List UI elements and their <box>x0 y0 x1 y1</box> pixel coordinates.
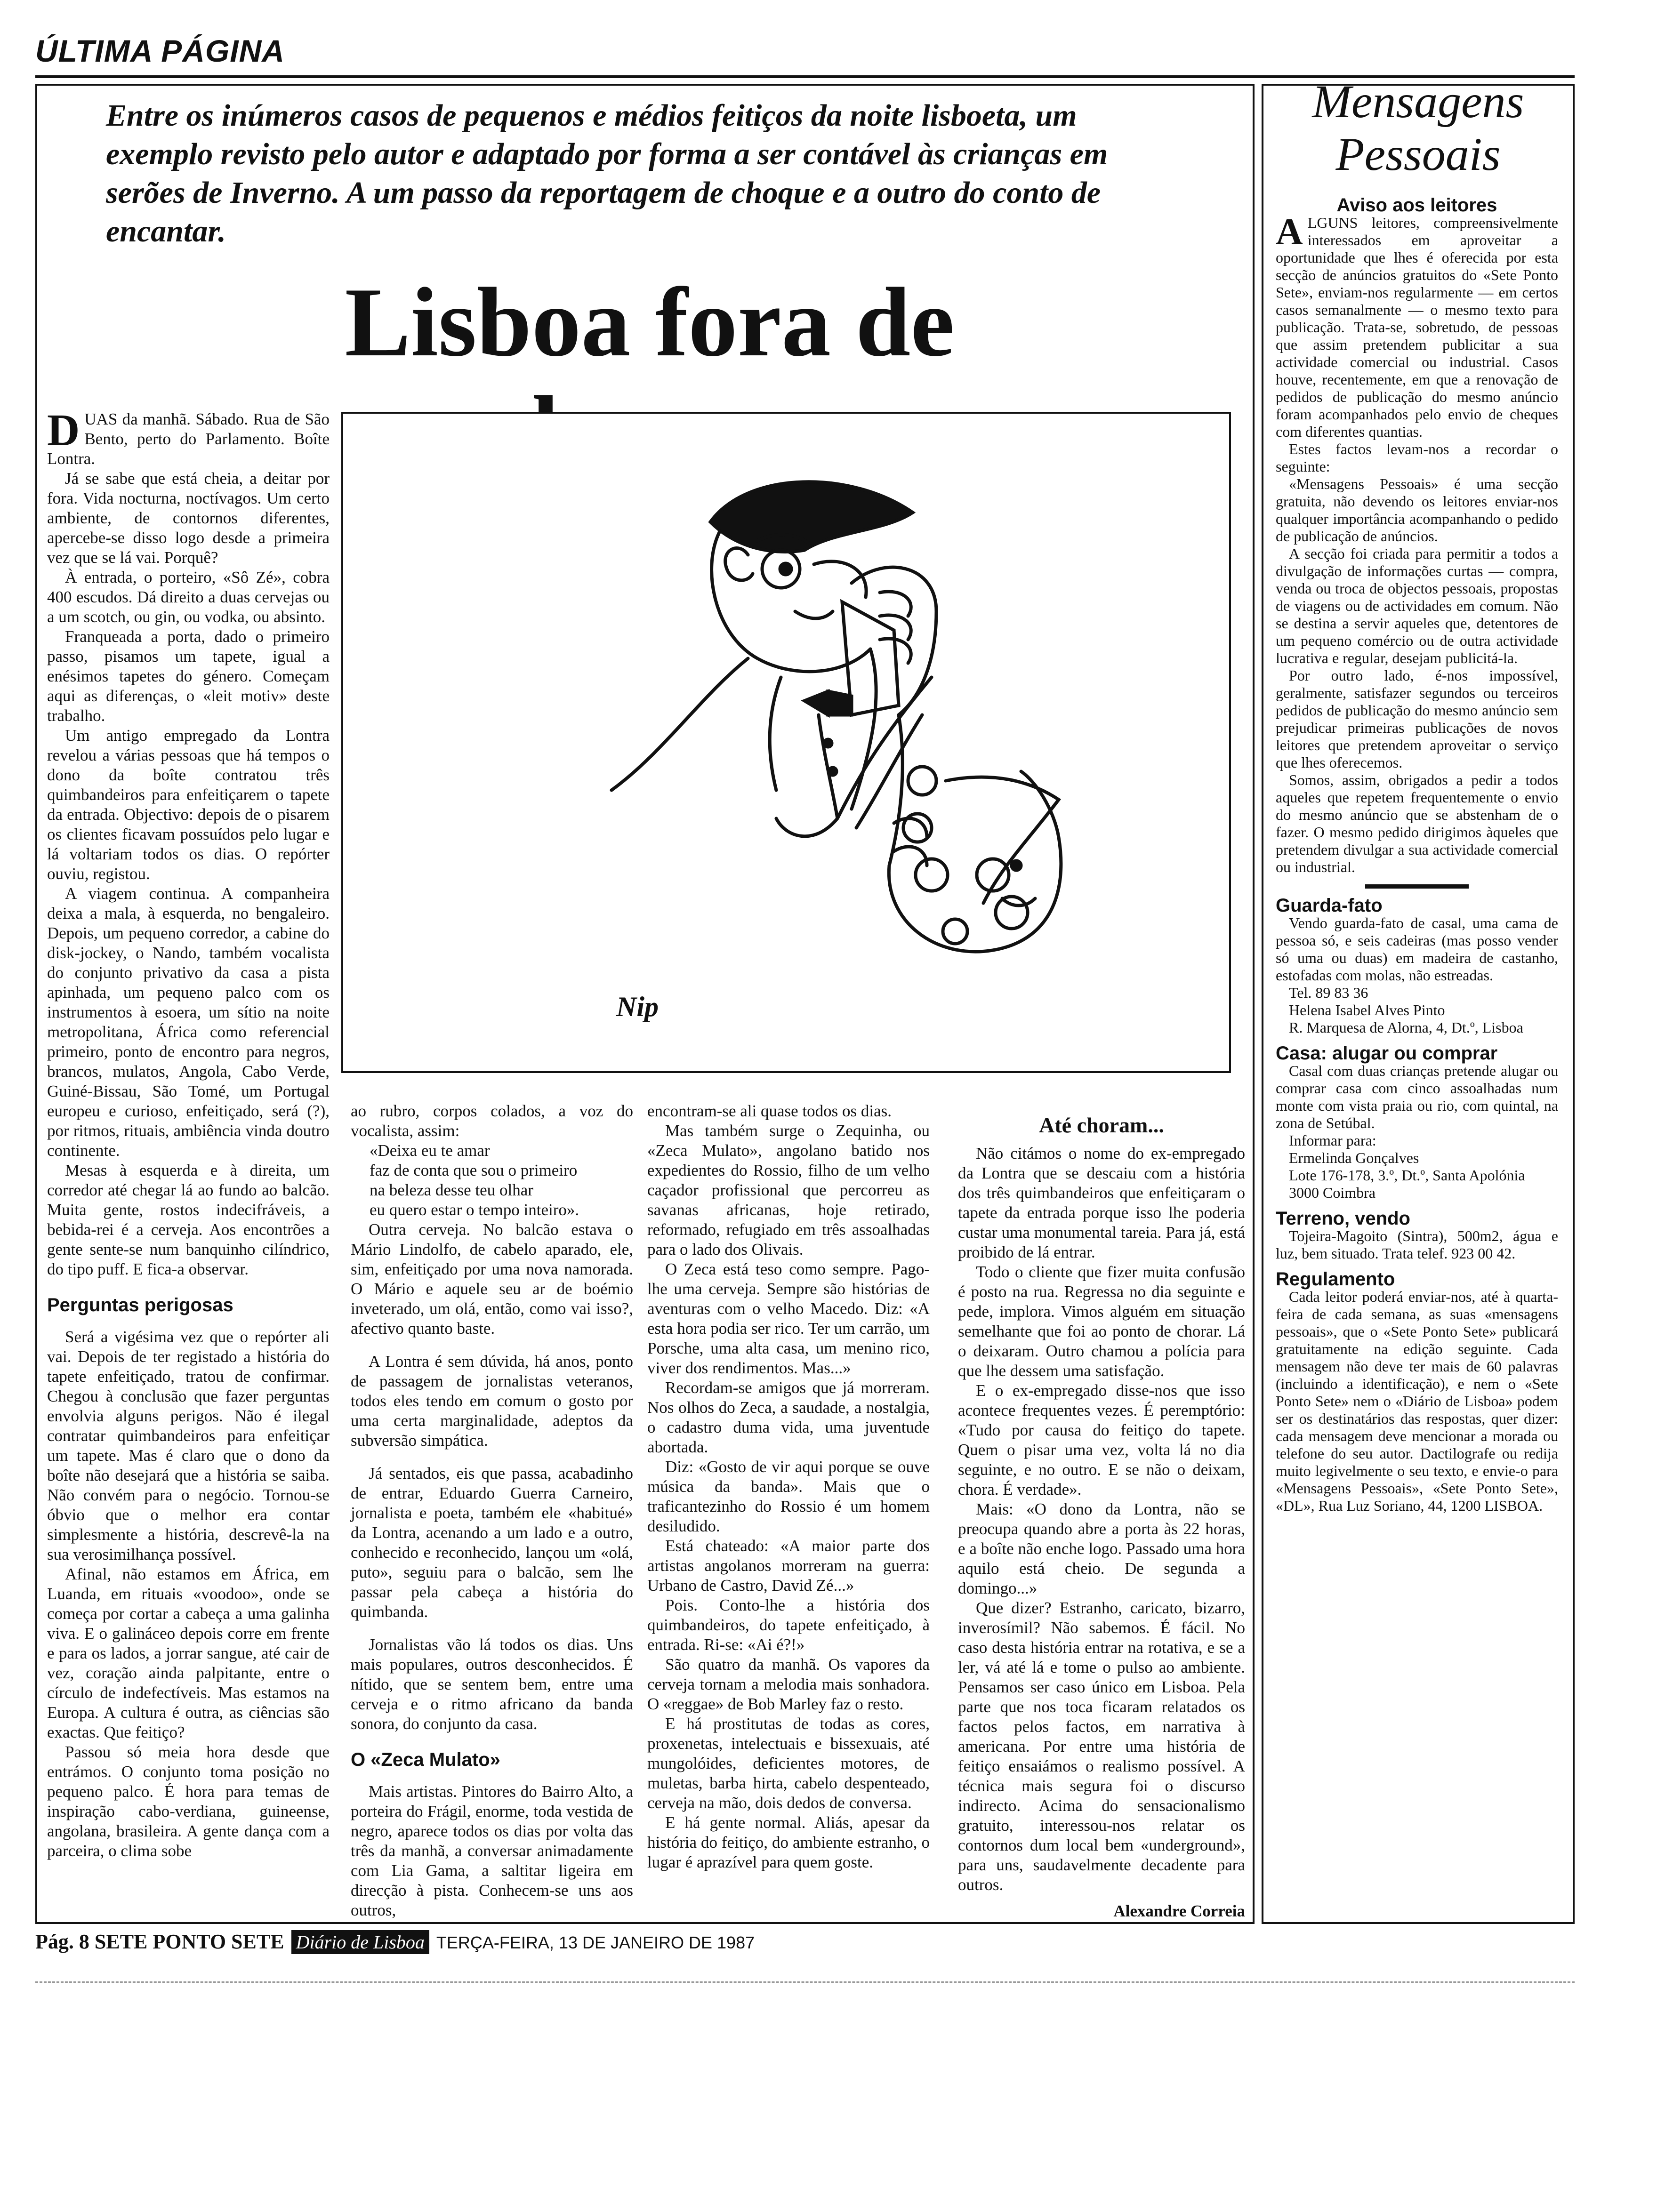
diario-de-lisboa-logo: Diário de Lisboa <box>291 1930 429 1954</box>
ad-text: Informar para: <box>1289 1132 1376 1149</box>
paragraph: Estes factos levam-nos a recordar o seguinte: <box>1276 441 1558 475</box>
article-lead: Entre os inúmeros casos de pequenos e médios feitiços da noite lisboeta, um exemplo revisto pelo autor e adaptado por forma a ser contável às crianças em serões de Inverno. A um passo da reportagem de choque e a outro do conto de encantar. <box>106 98 1108 248</box>
paragraph: Já sentados, eis que passa, acabadinho de entrar, Eduardo Guerra Carneiro, jornalista e poeta, também ele «habitué» da Lontra, acenando a um lado e a outro, conhecido e reconhecido, lançou um «olá, puto», seguiu para o balcão, sem lhe passar pela cabeça a história do quimbanda. <box>351 1464 633 1621</box>
paragraph: LGUNS leitores, compreensivelmente interessados em aproveitar a oportunidade que lhes é oferecida por esta secção de anúncios gratuitos do «Sete Ponto Sete», enviam-nos regularmente — em certos casos semanalmente — o mesmo texto para publicação. Trata-se, sobretudo, de pessoas que assim pretendem publicitar a sua actividade comercial ou industrial. Casos houve, recentemente, em que a renovação de pedidos de publicação do mesmo anúncio foram acompanhados pelo envio de cheques com diferentes quantias. <box>1276 214 1558 440</box>
paragraph: Franqueada a porta, dado o primeiro passo, pisamos um tapete, igual a enésimos tapetes do género. Começam aqui as diferenças, o «leit motiv» deste trabalho. <box>47 627 330 725</box>
paragraph: A viagem continua. A companheira deixa a mala, à esquerda, no bengaleiro. Depois, um pequeno corredor, a cabine do disk-jockey, o Nando, também vocalista do conjunto privativo da casa a pista apinhada, um pequeno palco com os instrumentos à esoera, um sítio na noite metropolitana, África como referencial primeiro, ponto de encontro para negros, brancos, mulatos, Angola, Cabo Verde, Guiné-Bissau, São Tomé, um Portugal europeu e curioso, enfeitiçado, será (?), por ritmos, rituais, ambiência vinda doutro continente. <box>47 884 330 1160</box>
paragraph: Passou só meia hora desde que entrámos. O conjunto toma posição no pequeno palco. É hora para temas de inspiração cabo-verdiana, guineense, angolana, brasileira. A gente dança com a parceira, o clima sobe <box>47 1743 330 1860</box>
ad-text: Lote 176-178, 3.º, Dt.º, Santa Apolónia <box>1289 1167 1525 1184</box>
paragraph: E há prostitutas de todas as cores, proxenetas, intelectuais e bissexuais, até mungolóides, deficientes motores, de muletas, barba hirta, cabelo despenteado, cerveja na mão, dois dedos de conversa. <box>647 1715 930 1812</box>
footer-page-label: Pág. 8 SETE PONTO SETE <box>35 1930 284 1953</box>
ad-text: Tel. 89 83 36 <box>1289 984 1368 1001</box>
paragraph: O Zeca está teso como sempre. Pago-lhe uma cerveja. Sempre são histórias de aventuras com o velho Macedo. Diz: «A esta hora podia ser rico. Ter um carrão, um Porsche, uma alta casa, um menino rico, viver dos rendimentos. Mas...» <box>647 1260 930 1377</box>
saxophonist-illustration <box>341 412 1231 1073</box>
paragraph: Somos, assim, obrigados a pedir a todos aqueles que repetem frequentemente o envio do mesmo anúncio que se abstenham de o fazer. O mesmo pedido dirigimos àqueles que pretendem divulgar a sua actividade comercial ou industrial. <box>1276 771 1558 875</box>
paragraph: Que dizer? Estranho, caricato, bizarro, inverosímil? Não sabemos. É fácil. No caso desta história entrar na rotativa, e se a ler, vá até lá e tome o pulso ao ambiente. Pensamos ser caso único em Lisboa. Pela parte que nos toca ficaram relatados os factos pelos factos, em narrativa à americana. Por entre uma história de feitiço ensaiámos o realismo possível. A técnica mais segura foi o discurso indirecto. Acima do sensacionalismo gratuito, interessou-nos relatar os contornos dum local bem «underground», para uns, saudavelmente decadente para outros. <box>958 1599 1245 1894</box>
paragraph: Recordam-se amigos que já morreram. Nos olhos do Zeca, a saudade, a nostalgia, o cadastro duma vida, uma juventude abortada. <box>647 1378 930 1456</box>
ad-title: Casa: alugar ou comprar <box>1276 1043 1498 1064</box>
ad-text: 3000 Coimbra <box>1289 1184 1375 1201</box>
paragraph: Mas também surge o Zequinha, ou «Zeca Mulato», angolano batido nos expedientes do Rossio, filho de um velho caçador profissional que percorreu as savanas africanas, hoje retirado, reformado, refugiado em três assoalhadas para o lado dos Olivais. <box>647 1122 930 1258</box>
ad-text: Tojeira-Magoito (Sintra), 500m2, água e luz, bem situado. Trata telef. 923 00 42. <box>1276 1227 1558 1262</box>
paragraph: Diz: «Gosto de vir aqui porque se ouve música da banda». Mais que o traficantezinho do Rossio é um homem desiludido. <box>647 1458 930 1535</box>
regulamento-text: Cada leitor poderá enviar-nos, até à quarta-feira de cada semana, as suas «mensagens pessoais», que o «Sete Ponto Sete» publicará gratuitamente na edição seguinte. Cada mensagem não deve ter mais de 60 palavras (incluindo a identificação), e nem o «Sete Ponto Sete» nem o «Diário de Lisboa» podem ser os destinatários das respostas, quer dizer: cada mensagem deve mencionar a morada ou telefone do seu autor. Dactilografe ou redija muito legivelmente o seu texto, e envie-o para «Mensagens Pessoais», «Sete Ponto Sete», «DL», Rua Luz Soriano, 44, 1200 LISBOA. <box>1276 1288 1558 1514</box>
sidebar-title: Mensagens Pessoais <box>1312 75 1524 180</box>
ad-text: Casal com duas crianças pretende alugar ou comprar casa com cinco assoalhadas num monte com vista praia ou rio, com quintal, na zona de Setúbal. <box>1276 1062 1558 1131</box>
ad-text: Helena Isabel Alves Pinto <box>1289 1002 1445 1018</box>
article-column-3 <box>647 1101 930 1872</box>
paragraph: «Mensagens Pessoais» é uma secção gratuita, não devendo os leitores enviar-nos qualquer importância acompanhando o pedido de publicação de anúncios. <box>1276 475 1558 545</box>
paragraph: Já se sabe que está cheia, a deitar por fora. Vida nocturna, noctívagos. Um certo ambiente, de contornos diferentes, apercebe-se disso logo desde a primeira vez que se lá vai. Porquê? <box>47 469 330 567</box>
lyric-line: eu quero estar o tempo inteiro». <box>370 1201 579 1219</box>
paragraph: Mais artistas. Pintores do Bairro Alto, a porteira do Frágil, enorme, toda vestida de negro, aparece todos os dias por volta das três da manhã, a conversar animadamente com Lia Gama, a saltitar ligeira em direcção à pista. Conhecem-se uns aos outros, <box>351 1782 633 1919</box>
article-byline: Alexandre Correia <box>1113 1902 1245 1920</box>
drop-cap: A <box>1276 211 1303 253</box>
paragraph: Mais: «O dono da Lontra, não se preocupa quando abre a porta às 22 horas, e a boîte não enche logo. Passado uma hora aquilo está cheio. De segunda a domingo...» <box>958 1500 1245 1597</box>
ad-text: Vendo guarda-fato de casal, uma cama de pessoa só, e seis cadeiras (mas posso vender só uma ou duas) em madeira de castanho, estofadas com molas, não estreadas. <box>1276 914 1558 984</box>
sidebar-divider <box>1365 884 1469 889</box>
lyric-line: «Deixa eu te amar <box>370 1141 490 1160</box>
paragraph: Está chateado: «A maior parte dos artistas angolanos morreram na guerra: Urbano de Castro, David Zé...» <box>647 1537 930 1595</box>
paragraph: E o ex-empregado disse-nos que isso acontece frequentes vezes. É peremptório: «Tudo por causa do feitiço do tapete. Quem o pisar uma vez, volta lá no dia seguinte, e no outro. E se não o deixam, chora. É verdade». <box>958 1381 1245 1499</box>
drop-cap: D <box>47 405 80 455</box>
ad-text: Ermelinda Gonçalves <box>1289 1149 1419 1166</box>
ad-title: Guarda-fato <box>1276 895 1383 916</box>
article-headline: Lisboa fora de <box>345 268 955 377</box>
illustrator-signature: Nip <box>616 991 659 1022</box>
paragraph: À entrada, o porteiro, «Sô Zé», cobra 400 escudos. Dá direito a duas cervejas ou a um scotch, ou gin, ou vodka, ou absinto. <box>47 568 330 626</box>
aviso-title: Aviso aos leitores <box>1336 195 1497 216</box>
article-column-1 <box>47 405 330 1861</box>
ad-text: R. Marquesa de Alorna, 4, Dt.º, Lisboa <box>1289 1019 1523 1036</box>
paragraph: A secção foi criada para permitir a todos a divulgação de informações curtas — compra, venda ou troca de objectos pessoais, propostas de viagens ou de actividades em comum. Não se destina a servir aqueles que, detentores de um pequeno comércio ou de outra actividade lucrativa e regular, desejam publicitá-la. <box>1276 545 1558 666</box>
sidebar-column <box>1276 188 1558 1515</box>
saxophonist-drawing <box>343 414 1229 1071</box>
lyric-line: na beleza desse teu olhar <box>370 1181 533 1199</box>
paragraph: UAS da manhã. Sábado. Rua de São Bento, perto do Parlamento. Boîte Lontra. <box>47 410 330 468</box>
regulamento-title: Regulamento <box>1276 1269 1395 1290</box>
paragraph: encontram-se ali quase todos os dias. <box>647 1102 892 1120</box>
subhead-zeca-mulato: O «Zeca Mulato» <box>351 1749 500 1770</box>
footer-dashed-rule <box>35 1981 1575 1983</box>
paragraph: Por outro lado, é-nos impossível, geralmente, satisfazer segundos ou terceiros pedidos de publicação do mesmo anúncio sem prejudicar primeiras publicações de novos leitores que pretendem aproveitar o serviço que lhes oferecemos. <box>1276 667 1558 771</box>
paragraph: Pois. Conto-lhe a história dos quimbandeiros, do tapete enfeitiçado, à entrada. Ri-se: «Ai é?!» <box>647 1596 930 1654</box>
paragraph: Um antigo empregado da Lontra revelou a várias pessoas que há tempos o dono da boîte contratou três quimbandeiros para enfeitiçarem o tapete da entrada. Objectivo: depois de o pisarem os clientes ficavam possuídos pelo lugar e lá voltariam todos os dias. O repórter ouviu, registou. <box>47 726 330 883</box>
footer-date: TERÇA-FEIRA, 13 DE JANEIRO DE 1987 <box>436 1933 755 1952</box>
paragraph: Todo o cliente que fizer muita confusão é posto na rua. Regressa no dia seguinte e pede, implora. Vimos alguém em situação semelhante que foi ao ponto de chorar. Lá o deixaram. Outro chamou a polícia para que lhe dessem uma satisfação. <box>958 1263 1245 1380</box>
paragraph: Não citámos o nome do ex-empregado da Lontra que se descaiu com a história dos três quimbandeiros que enfeitiçaram o tapete da entrada porque isso lhe poderia custar uma monumental tareia. Para já, está proibido de lá entrar. <box>958 1144 1245 1261</box>
subhead-perguntas: Perguntas perigosas <box>47 1295 233 1315</box>
section-label: ÚLTIMA PÁGINA <box>35 33 285 68</box>
paragraph: Outra cerveja. No balcão estava o Mário Lindolfo, de cabelo aparado, ele, sim, enfeitiçado por uma nova namorada. O Mário e aquele seu ar de boémio inveterado, um olá, então, como vai isso?, afectivo quanto baste. <box>351 1220 633 1338</box>
paragraph: E há gente normal. Aliás, apesar da história do feitiço, do ambiente estranho, o lugar é aprazível para quem goste. <box>647 1813 930 1871</box>
page-footer <box>35 1930 755 1954</box>
ad-title: Terreno, vendo <box>1276 1208 1410 1229</box>
paragraph: ao rubro, corpos colados, a voz do vocalista, assim: <box>351 1102 633 1140</box>
article-column-2 <box>351 1101 633 1920</box>
paragraph: Jornalistas vão lá todos os dias. Uns mais populares, outros desconhecidos. É nítido, que se sentem bem, entre uma cerveja e o ritmo africano da banda sonora, do conjunto da casa. <box>351 1635 633 1733</box>
paragraph: Mesas à esquerda e à direita, um corredor até chegar lá ao fundo ao balcão. Muita gente, rostos indecifráveis, a bebida-rei é a cerveja. Aos encontrões a gente sente-se num banquinho cilíndrico, do tipo puff. E fica-a observar. <box>47 1161 330 1278</box>
article-column-4 <box>958 1115 1245 1921</box>
subhead-ate-choram: Até choram... <box>1039 1113 1164 1137</box>
paragraph: Afinal, não estamos em África, em Luanda, em rituais «voodoo», onde se começa por cortar a cabeça a uma galinha viva. E o galináceo depois corre em frente e para os lados, a jorrar sangue, até cair de vez, coração ainda palpitante, entre o círculo de indefectíveis. Mas estamos na Europa. A cultura é outra, as ciências são exactas. Que feitiço? <box>47 1565 330 1741</box>
paragraph: São quatro da manhã. Os vapores da cerveja tornam a melodia mais sonhadora. O «reggae» de Bob Marley faz o resto. <box>647 1655 930 1713</box>
paragraph: A Lontra é sem dúvida, há anos, ponto de passagem de jornalistas veteranos, todos eles tendo em comum o gosto por uma certa marginalidade, adeptos da subversão simpática. <box>351 1352 633 1450</box>
paragraph: Será a vigésima vez que o repórter ali vai. Depois de ter registado a história do tapete enfeitiçado, tratou de confirmar. Chegou à conclusão que fazer perguntas envolvia alguns perigos. Não é ilegal contratar quimbandeiros para enfeitiçar um tapete. Mas é claro que o dono da boîte não desejará que a história se saiba. Não convém para o negócio. Tornou-se óbvio que o melhor era contar simplesmente a história, descrevê-la na sua verosimilhança possível. <box>47 1328 330 1563</box>
lyric-line: faz de conta que sou o primeiro <box>370 1161 578 1179</box>
